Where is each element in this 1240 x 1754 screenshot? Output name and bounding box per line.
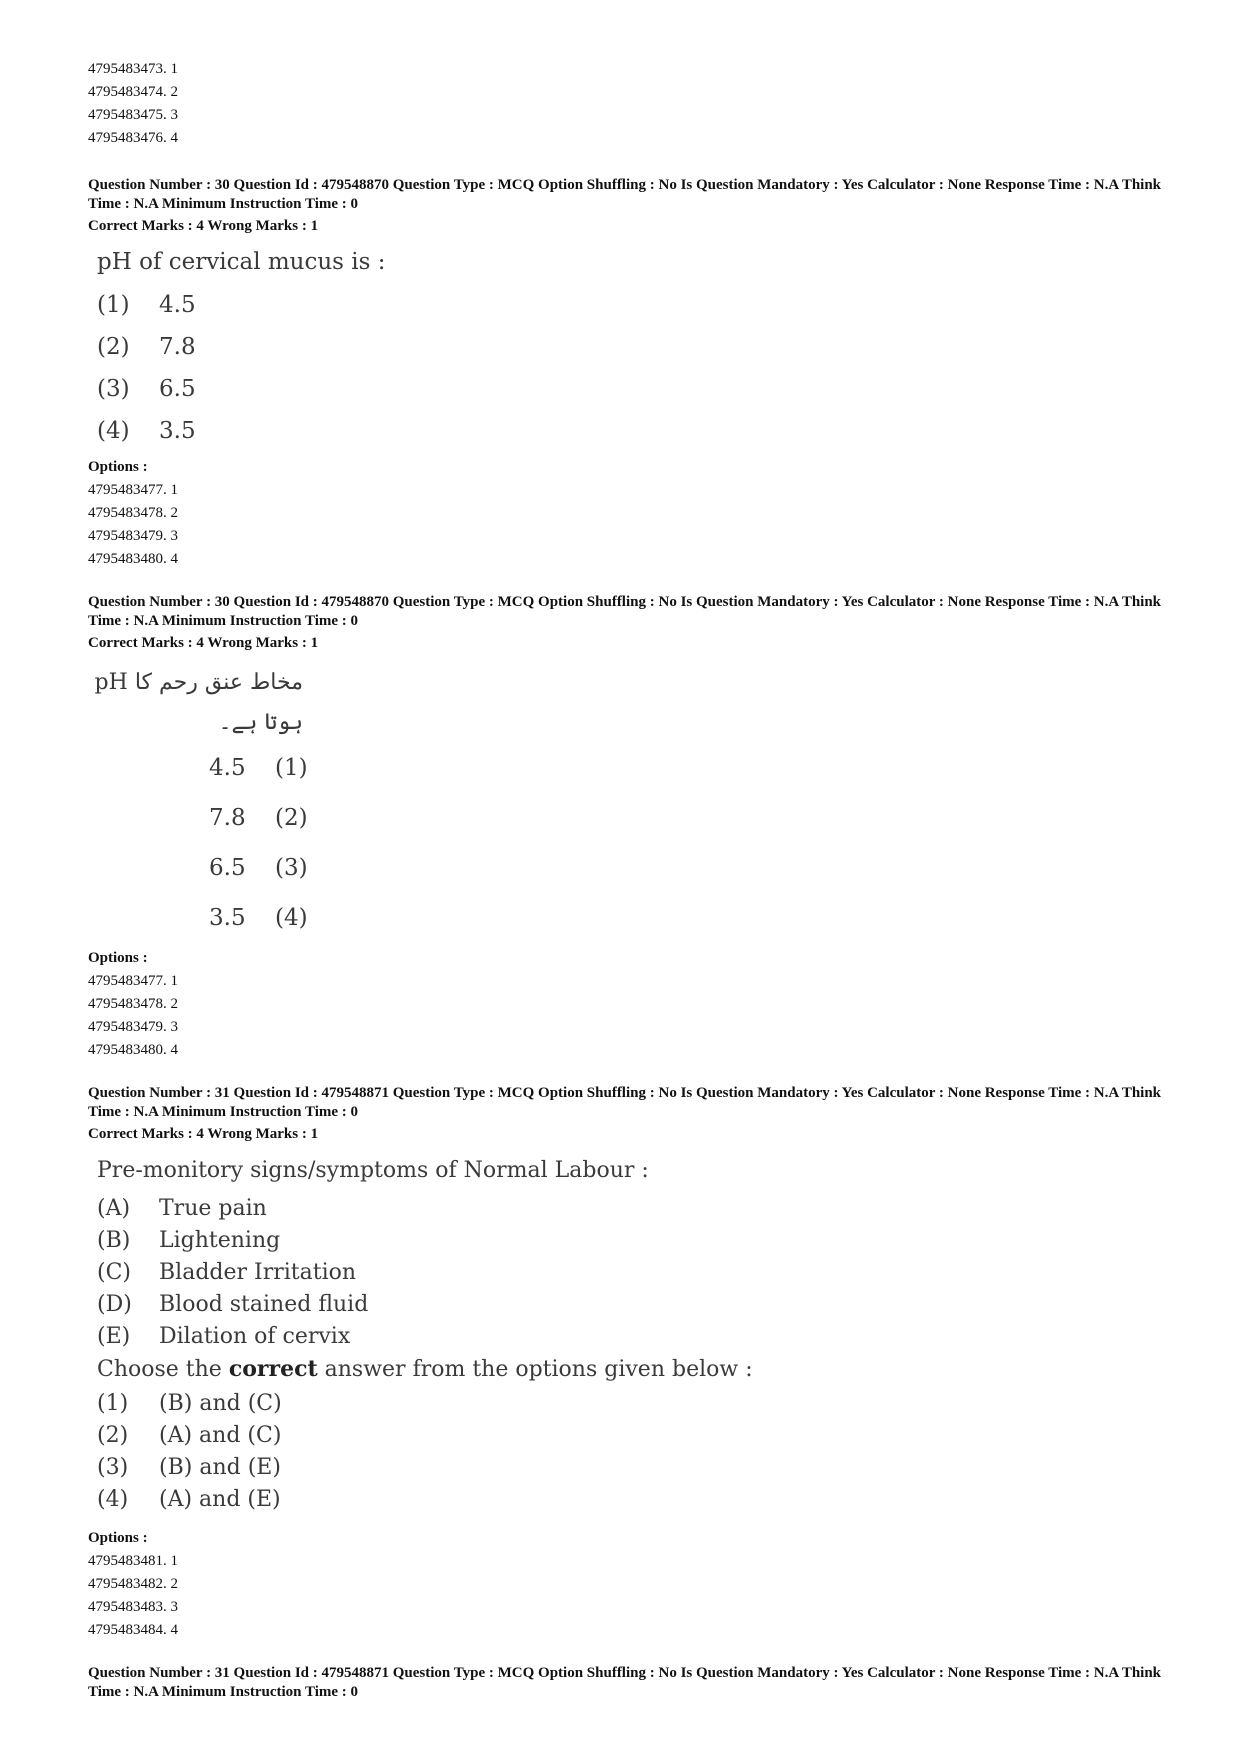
statement-item [97,1224,1168,1256]
options-label: Options : [88,459,148,475]
question-stem: pH of cervical mucus is : [97,249,386,275]
answer-choice [209,793,1168,843]
option-id-line: 4795483479. 3 [88,528,178,544]
statement-item [97,1288,1168,1320]
choice-number: (1) [97,292,130,318]
options-label: Options : [88,1530,148,1546]
option-id-line: 4795483480. 4 [88,1042,178,1058]
choice-number: (1) [97,1390,129,1416]
question-body [88,663,1168,943]
option-id-line: 4795483480. 4 [88,551,178,567]
option-id-line: 4795483474. 2 [88,84,178,100]
option-id-line: 4795483476. 4 [88,130,178,146]
statement-item [97,1256,1168,1288]
option-id-line: 4795483478. 2 [88,505,178,521]
option-id-line: 4795483481. 1 [88,1553,178,1569]
choice-number: (3) [275,855,308,881]
statement-letter: (E) [97,1323,131,1349]
statement-text: Lightening [159,1227,281,1253]
previous-question-options [88,58,1168,150]
choice-text: 4.5 [209,755,246,781]
statement-text: True pain [159,1195,267,1221]
choice-text: (A) and (C) [159,1422,282,1448]
answer-choice [97,368,1168,410]
options-label: Options : [88,950,148,966]
option-id-line: 4795483478. 2 [88,996,178,1012]
answer-choice [97,1483,1168,1515]
instruction-text: answer from the options given below : [317,1357,753,1382]
answer-choice [209,843,1168,893]
question-meta: Question Number : 31 Question Id : 479548871 Question Type : MCQ Option Shuffling : No Is Question Mandatory : Yes Calculator : None Response Time : N.A Think Time : N.A Minimum Instruction Time : 0 [88,1085,1162,1120]
question-body [97,244,1168,452]
choice-number: (4) [275,905,308,931]
question-marks: Correct Marks : 4 Wrong Marks : 1 [88,218,319,234]
question-marks: Correct Marks : 4 Wrong Marks : 1 [88,1126,319,1142]
statement-letter: (C) [97,1259,131,1285]
statement-text: Blood stained fluid [159,1291,369,1317]
instruction-emphasis: correct [228,1356,318,1382]
choice-text: 3.5 [159,418,196,444]
question-stem: Pre-monitory signs/symptoms of Normal Labour : [97,1158,649,1183]
answer-choice [97,284,1168,326]
option-id-line: 4795483475. 3 [88,107,178,123]
statement-text: Dilation of cervix [159,1323,351,1349]
statement-letter: (B) [97,1227,131,1253]
answer-choice [97,1451,1168,1483]
question-stem: مخاط عنق رحم کا pH ہوتا ہے۔ [94,670,303,735]
choice-number: (2) [275,805,308,831]
answer-choice [97,1419,1168,1451]
choice-text: 4.5 [159,292,196,318]
choice-number: (3) [97,1454,129,1480]
question-body [97,1152,1168,1515]
statement-letter: (A) [97,1195,131,1221]
option-id-line: 4795483483. 3 [88,1599,178,1615]
question-31-next [88,1664,1168,1702]
answer-choice [209,743,1168,793]
answer-choice [97,326,1168,368]
option-id-line: 4795483482. 2 [88,1576,178,1592]
question-meta: Question Number : 31 Question Id : 479548871 Question Type : MCQ Option Shuffling : No Is Question Mandatory : Yes Calculator : None Response Time : N.A Think Time : N.A Minimum Instruction Time : 0 [88,1665,1162,1700]
question-marks: Correct Marks : 4 Wrong Marks : 1 [88,635,319,651]
answer-choice [97,410,1168,452]
answer-choice [97,1387,1168,1419]
option-id-line: 4795483477. 1 [88,973,178,989]
question-30-english [88,176,1168,571]
choice-text: 6.5 [159,376,196,402]
question-instruction [97,1352,1168,1387]
question-31-english [88,1084,1168,1642]
option-id-line: 4795483484. 4 [88,1622,178,1638]
answer-choice [209,893,1168,943]
choice-text: (B) and (C) [159,1390,282,1416]
statement-letter: (D) [97,1291,132,1317]
choice-text: 7.8 [159,334,196,360]
question-meta: Question Number : 30 Question Id : 479548870 Question Type : MCQ Option Shuffling : No Is Question Mandatory : Yes Calculator : None Response Time : N.A Think Time : N.A Minimum Instruction Time : 0 [88,594,1162,629]
choice-number: (3) [97,376,130,402]
choice-number: (1) [275,755,308,781]
choice-text: 7.8 [209,805,246,831]
question-meta: Question Number : 30 Question Id : 479548870 Question Type : MCQ Option Shuffling : No Is Question Mandatory : Yes Calculator : None Response Time : N.A Think Time : N.A Minimum Instruction Time : 0 [88,177,1162,212]
question-30-urdu [88,593,1168,1062]
choice-text: 3.5 [209,905,246,931]
statement-item [97,1320,1168,1352]
question-paper-page [88,58,1168,1702]
choice-number: (4) [97,1486,129,1512]
choice-text: 6.5 [209,855,246,881]
choice-number: (4) [97,418,130,444]
option-id-line: 4795483473. 1 [88,61,178,77]
choice-text: (B) and (E) [159,1454,281,1480]
statement-text: Bladder Irritation [159,1259,357,1285]
option-id-line: 4795483479. 3 [88,1019,178,1035]
option-id-line: 4795483477. 1 [88,482,178,498]
statement-item [97,1192,1168,1224]
instruction-text: Choose the [97,1357,229,1382]
choice-text: (A) and (E) [159,1486,281,1512]
choice-number: (2) [97,1422,129,1448]
choice-number: (2) [97,334,130,360]
